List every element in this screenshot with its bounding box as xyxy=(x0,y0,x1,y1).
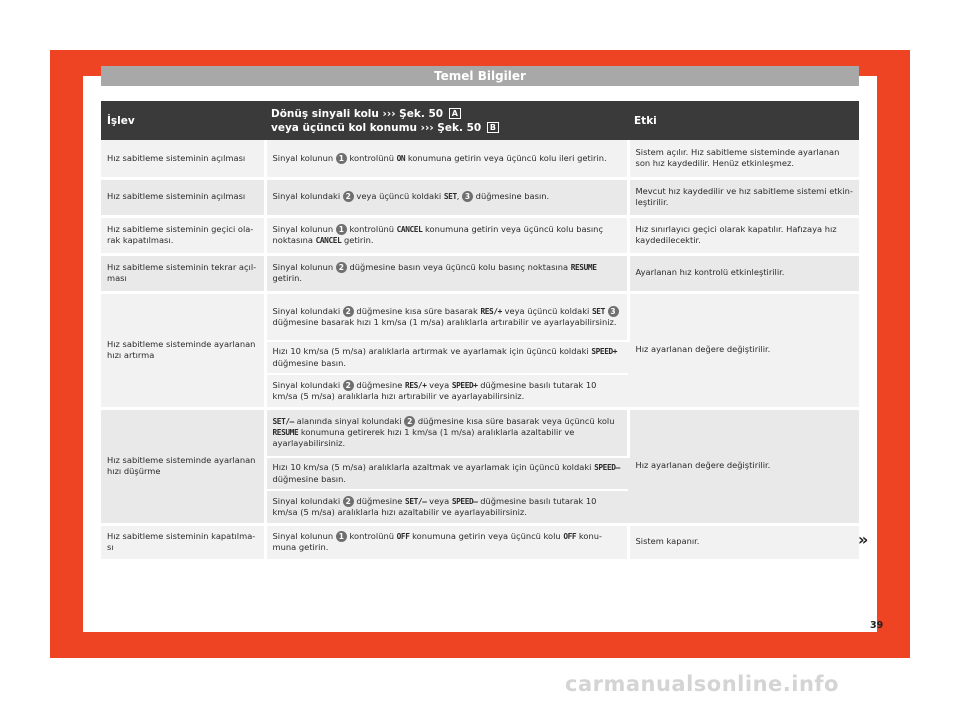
callout-number: 2 xyxy=(336,262,347,273)
callout-number: 2 xyxy=(343,380,354,391)
control-label: RESUME xyxy=(570,262,597,272)
cell-function: Hız sabitleme sisteminin açılması xyxy=(101,140,265,178)
control-label: SPEED+ xyxy=(451,380,478,390)
control-label: RES/+ xyxy=(480,306,502,316)
cell-signal: Sinyal kolunun 1 kontrolünü OFF konumuna getirin veya üçüncü kolu OFF konumuna getirin. xyxy=(265,524,628,560)
callout-number: 3 xyxy=(462,191,473,202)
continued-mark: » xyxy=(858,530,869,549)
cell-effect: Mevcut hız kaydedilir ve hız sabitleme sistemi etkinleştirilir. xyxy=(628,178,859,216)
cell-function: Hız sabitleme sisteminin geçici olarak kapatılması. xyxy=(101,216,265,254)
control-label: CANCEL xyxy=(396,224,423,234)
control-label: SET/– xyxy=(405,496,427,506)
table-row xyxy=(101,140,859,178)
control-label: SET/– xyxy=(272,416,294,426)
control-label: RES/+ xyxy=(405,380,427,390)
site-watermark: carmanualsonline.info xyxy=(565,672,839,696)
cell-function: Hız sabitleme sisteminin açılması xyxy=(101,178,265,216)
figure-ref-a: A xyxy=(449,108,461,119)
cell-signal: Sinyal kolundaki 2 düğmesine kısa süre basarak RES/+ veya üçüncü koldaki SET 3 düğmesine basarak hızı 1 km/sa (1 m/sa) aralıklarla artırabilir ve ayarlayabilirsiniz. xyxy=(265,292,628,341)
table-row xyxy=(101,254,859,292)
callout-number: 2 xyxy=(404,416,415,427)
control-label: SPEED– xyxy=(451,496,478,506)
cell-signal: Sinyal kolundaki 2 düğmesine RES/+ veya SPEED+ düğmesine basılı tutarak 10 km/sa (5 m/sa) aralıklarla hızı artırabilir ve ayarlayabilirsiniz. xyxy=(265,374,628,408)
table-row xyxy=(101,524,859,560)
cell-function: Hız sabitleme sisteminin tekrar açılması xyxy=(101,254,265,292)
cell-function: Hız sabitleme sisteminde ayarlanan hızı düşürme xyxy=(101,408,265,524)
cell-signal: SET/– alanında sinyal kolundaki 2 düğmesine kısa süre basarak veya üçüncü kolu RESUME konumuna getirerek hızı 1 km/sa (1 m/sa) aralıklarla azaltabilir ve ayarlayabilirsiniz. xyxy=(265,408,628,457)
cell-signal: Sinyal kolunun 1 kontrolünü ON konumuna getirin veya üçüncü kolu ileri getirin. xyxy=(265,140,628,178)
control-label: OFF xyxy=(396,531,410,541)
callout-number: 2 xyxy=(343,191,354,202)
callout-number: 1 xyxy=(336,224,347,235)
figure-ref-b: B xyxy=(487,122,499,133)
cell-effect: Hız ayarlanan değere değiştirilir. xyxy=(628,292,859,408)
cell-signal: Sinyal kolundaki 2 düğmesine SET/– veya SPEED– düğmesine basılı tutarak 10 km/sa (5 m/sa) aralıklarla hızı azaltabilir ve ayarlayabilirsiniz. xyxy=(265,490,628,524)
control-label: SPEED+ xyxy=(591,347,618,357)
cell-effect: Sistem açılır. Hız sabitleme sisteminde ayarlanan son hız kaydedilir. Henüz etkinleşmez. xyxy=(628,140,859,178)
control-label: SET xyxy=(443,192,457,202)
cell-effect: Hız sınırlayıcı geçici olarak kapatılır. Hafızaya hız kaydedilecektir. xyxy=(628,216,859,254)
table-header-row xyxy=(101,101,859,140)
table-row xyxy=(101,178,859,216)
page-number: 39 xyxy=(870,620,884,631)
control-label: SPEED– xyxy=(594,463,620,473)
control-label: SET xyxy=(592,306,605,316)
column-header-signal: Dönüş sinyali kolu ››› Şek. 50 A veya üçüncü kol konumu ››› Şek. 50 B xyxy=(265,101,628,140)
control-label: OFF xyxy=(563,531,577,541)
column-header-function: İşlev xyxy=(101,101,265,140)
cell-signal: Hızı 10 km/sa (5 m/sa) aralıklarla azaltmak ve ayarlamak için üçüncü koldaki SPEED– düğmesine basın. xyxy=(265,457,628,490)
callout-number: 2 xyxy=(343,306,354,317)
control-label: ON xyxy=(396,153,406,163)
control-label: CANCEL xyxy=(315,236,342,245)
table-row xyxy=(101,292,859,341)
callout-number: 1 xyxy=(336,153,347,164)
cell-signal: Sinyal kolundaki 2 veya üçüncü koldaki SET, 3 düğmesine basın. xyxy=(265,178,628,216)
cell-signal: Sinyal kolunun 2 düğmesine basın veya üçüncü kolu basınç noktasına RESUME getirin. xyxy=(265,254,628,292)
control-label: RESUME xyxy=(272,428,299,438)
callout-number: 2 xyxy=(343,496,354,507)
cell-effect: Sistem kapanır. xyxy=(628,524,859,560)
cell-signal: Sinyal kolunun 1 kontrolünü CANCEL konumuna getirin veya üçüncü kolu basınç noktasına CANCEL getirin. xyxy=(265,216,628,254)
cell-signal: Hızı 10 km/sa (5 m/sa) aralıklarla artırmak ve ayarlamak için üçüncü koldaki SPEED+ düğmesine basın. xyxy=(265,341,628,374)
cruise-control-table xyxy=(101,101,859,562)
cell-function: Hız sabitleme sisteminin kapatılması xyxy=(101,524,265,560)
callout-number: 3 xyxy=(608,306,619,317)
cell-function: Hız sabitleme sisteminde ayarlanan hızı artırma xyxy=(101,292,265,408)
table-row xyxy=(101,408,859,457)
callout-number: 1 xyxy=(336,531,347,542)
cell-effect: Ayarlanan hız kontrolü etkinleştirilir. xyxy=(628,254,859,292)
cell-effect: Hız ayarlanan değere değiştirilir. xyxy=(628,408,859,524)
section-title: Temel Bilgiler xyxy=(101,66,859,86)
column-header-effect: Etki xyxy=(628,101,859,140)
table-row xyxy=(101,216,859,254)
